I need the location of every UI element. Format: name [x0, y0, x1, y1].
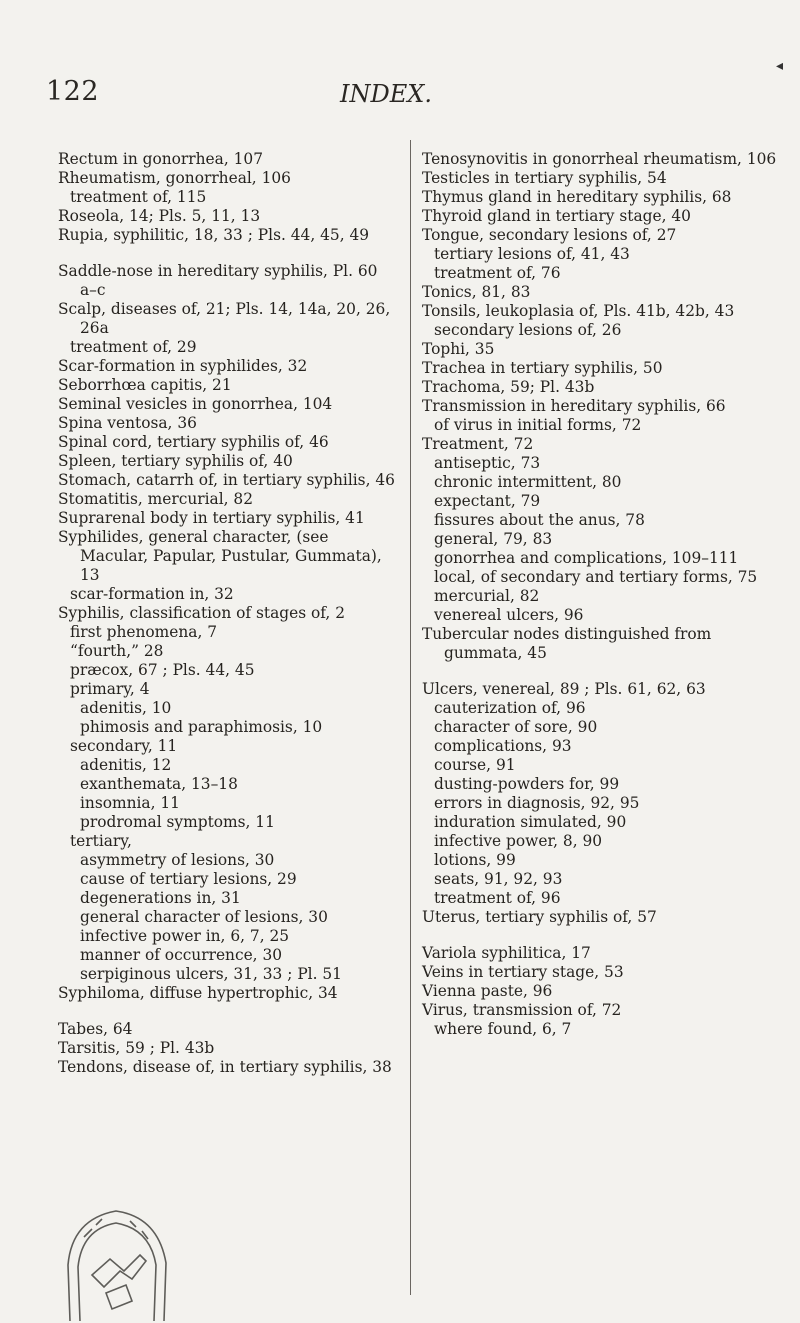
index-entry: Scar-formation in syphilides, 32 — [58, 357, 308, 375]
index-entry: Syphilis, classification of stages of, 2 — [58, 604, 345, 622]
index-entry: Vienna paste, 96 — [422, 982, 553, 1000]
index-entry: manner of occurrence, 30 — [80, 946, 283, 964]
index-entry: adenitis, 10 — [80, 699, 172, 717]
index-entry: secondary lesions of, 26 — [434, 321, 622, 339]
index-entry: Tophi, 35 — [422, 340, 495, 358]
index-entry: insomnia, 11 — [80, 794, 180, 812]
index-entry: Tongue, secondary lesions of, 27 — [422, 226, 677, 244]
index-entry: exanthemata, 13–18 — [80, 775, 238, 793]
index-entry: induration simulated, 90 — [434, 813, 627, 831]
index-entry: scar-formation in, 32 — [70, 585, 234, 603]
index-entry: mercurial, 82 — [434, 587, 540, 605]
index-entry: Transmission in hereditary syphilis, 66 — [422, 397, 726, 415]
index-entry: tertiary lesions of, 41, 43 — [434, 245, 630, 263]
index-entry: Variola syphilitica, 17 — [422, 944, 591, 962]
index-entry: cause of tertiary lesions, 29 — [80, 870, 297, 888]
index-entry: Uterus, tertiary syphilis of, 57 — [422, 908, 657, 926]
index-entry: cauterization of, 96 — [434, 699, 586, 717]
index-entry: treatment of, 115 — [70, 188, 207, 206]
index-entry: serpiginous ulcers, 31, 33 ; Pl. 51 — [80, 965, 342, 983]
library-seal-stamp-icon — [62, 1205, 170, 1323]
index-entry: Spleen, tertiary syphilis of, 40 — [58, 452, 293, 470]
index-entry: Seborrhœa capitis, 21 — [58, 376, 232, 394]
index-entry: Roseola, 14; Pls. 5, 11, 13 — [58, 207, 261, 225]
index-entry: præcox, 67 ; Pls. 44, 45 — [70, 661, 255, 679]
index-entry: antiseptic, 73 — [434, 454, 541, 472]
index-column-left — [58, 150, 398, 1077]
index-entry: tertiary, — [70, 832, 132, 850]
index-entry: character of sore, 90 — [434, 718, 598, 736]
index-entry: first phenomena, 7 — [70, 623, 218, 641]
index-entry: fissures about the anus, 78 — [434, 511, 645, 529]
index-column-right — [422, 150, 782, 1039]
index-entry: Seminal vesicles in gonorrhea, 104 — [58, 395, 333, 413]
page-title: INDEX. — [340, 80, 432, 108]
index-entry: Tarsitis, 59 ; Pl. 43b — [58, 1039, 215, 1057]
index-entry: Rheumatism, gonorrheal, 106 — [58, 169, 291, 187]
index-entry: dusting-powders for, 99 — [434, 775, 620, 793]
index-entry: primary, 4 — [70, 680, 150, 698]
index-entry: Tenosynovitis in gonorrheal rheumatism, 106 — [422, 150, 777, 168]
index-entry: Syphilides, general character, (see Macular, Papular, Pustular, Gummata), 13 — [58, 528, 382, 584]
index-entry: treatment of, 96 — [434, 889, 561, 907]
index-entry: treatment of, 76 — [434, 264, 561, 282]
index-entry: Suprarenal body in tertiary syphilis, 41 — [58, 509, 365, 527]
page-number: 122 — [46, 76, 100, 107]
index-entry: Rectum in gonorrhea, 107 — [58, 150, 263, 168]
index-entry: Tabes, 64 — [58, 1020, 133, 1038]
index-entry: Stomach, catarrh of, in tertiary syphilis, 46 — [58, 471, 395, 489]
index-entry: Thyroid gland in tertiary stage, 40 — [422, 207, 691, 225]
index-entry: degenerations in, 31 — [80, 889, 241, 907]
index-entry: complications, 93 — [434, 737, 572, 755]
index-entry: Ulcers, venereal, 89 ; Pls. 61, 62, 63 — [422, 680, 706, 698]
index-entry: Trachoma, 59; Pl. 43b — [422, 378, 595, 396]
index-entry: Virus, transmission of, 72 — [422, 1001, 622, 1019]
index-entry: Syphiloma, diffuse hypertrophic, 34 — [58, 984, 338, 1002]
index-entry: Veins in tertiary stage, 53 — [422, 963, 624, 981]
index-entry: general, 79, 83 — [434, 530, 553, 548]
index-entry: where found, 6, 7 — [434, 1020, 572, 1038]
index-entry: Treatment, 72 — [422, 435, 534, 453]
column-divider — [410, 140, 411, 1295]
index-entry: errors in diagnosis, 92, 95 — [434, 794, 640, 812]
index-entry: treatment of, 29 — [70, 338, 197, 356]
index-entry: Rupia, syphilitic, 18, 33 ; Pls. 44, 45, 49 — [58, 226, 370, 244]
index-entry: Spina ventosa, 36 — [58, 414, 197, 432]
index-entry: Spinal cord, tertiary syphilis of, 46 — [58, 433, 329, 451]
index-entry: Tonsils, leukoplasia of, Pls. 41b, 42b, 43 — [422, 302, 735, 320]
index-entry: prodromal symptoms, 11 — [80, 813, 275, 831]
index-entry: asymmetry of lesions, 30 — [80, 851, 275, 869]
corner-mark: ◂ — [776, 58, 784, 74]
index-entry: Saddle-nose in hereditary syphilis, Pl. 60 a–c — [58, 262, 378, 299]
index-entry: course, 91 — [434, 756, 516, 774]
index-entry: general character of lesions, 30 — [80, 908, 328, 926]
index-entry: Tendons, disease of, in tertiary syphilis, 38 — [58, 1058, 392, 1076]
index-entry: venereal ulcers, 96 — [434, 606, 584, 624]
index-entry: expectant, 79 — [434, 492, 541, 510]
index-entry: Stomatitis, mercurial, 82 — [58, 490, 253, 508]
index-entry: of virus in initial forms, 72 — [434, 416, 642, 434]
index-entry: Tonics, 81, 83 — [422, 283, 531, 301]
index-entry: infective power in, 6, 7, 25 — [80, 927, 290, 945]
index-entry: “fourth,” 28 — [70, 642, 164, 660]
index-entry: lotions, 99 — [434, 851, 516, 869]
index-entry: Thymus gland in hereditary syphilis, 68 — [422, 188, 732, 206]
index-entry: chronic intermittent, 80 — [434, 473, 622, 491]
index-entry: gonorrhea and complications, 109–111 — [434, 549, 739, 567]
index-entry: Tubercular nodes distinguished from gummata, 45 — [422, 625, 712, 662]
index-entry: adenitis, 12 — [80, 756, 172, 774]
index-entry: Testicles in tertiary syphilis, 54 — [422, 169, 667, 187]
index-entry: infective power, 8, 90 — [434, 832, 603, 850]
index-entry: seats, 91, 92, 93 — [434, 870, 563, 888]
index-entry: Trachea in tertiary syphilis, 50 — [422, 359, 663, 377]
index-entry: secondary, 11 — [70, 737, 178, 755]
index-entry: local, of secondary and tertiary forms, 75 — [434, 568, 758, 586]
index-entry: phimosis and paraphimosis, 10 — [80, 718, 323, 736]
index-entry: Scalp, diseases of, 21; Pls. 14, 14a, 20, 26, 26a — [58, 300, 391, 337]
